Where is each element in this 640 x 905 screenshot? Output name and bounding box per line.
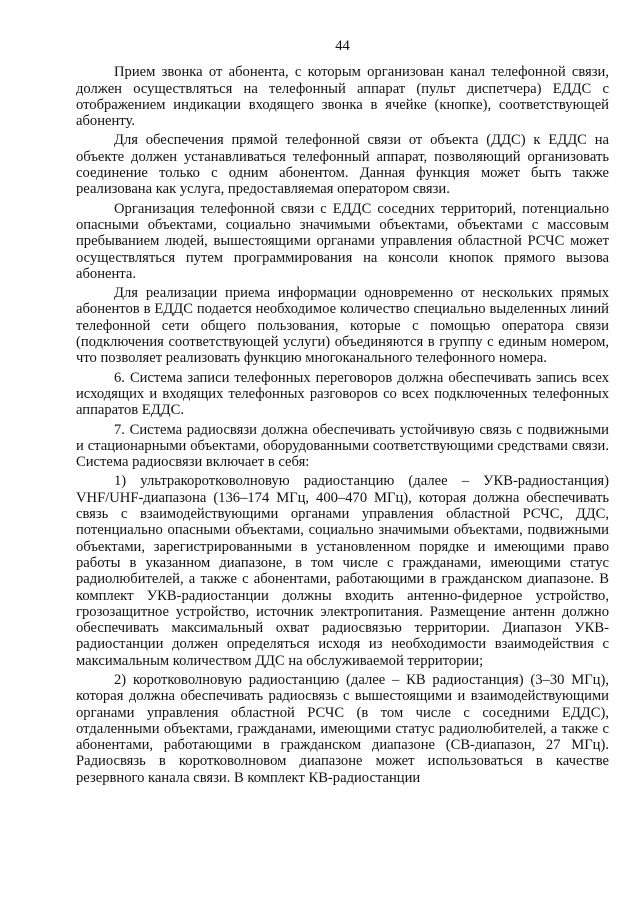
paragraph-incoming-call: Прием звонка от абонента, с которым организован канал телефонной связи, должен осуществляться на телефонный аппарат (пульт диспетчера) ЕДДС с отображением индикации входящего звонка в ячейке (кнопке), соответствующей абоненту. (76, 64, 609, 130)
paragraph-call-recording: 6. Система записи телефонных переговоров должна обеспечивать запись всех исходящих и входящих телефонных разговоров со всех подключенных телефонных аппаратов ЕДДС. (76, 369, 609, 419)
paragraph-direct-phone-link: Для обеспечения прямой телефонной связи от объекта (ДДС) к ЕДДС на объекте должен устанавливаться телефонный аппарат, позволяющий организовать соединение только с одним абонентом. Данная функция может быть также реализована как услуга, предоставляемая оператором связи. (76, 132, 609, 198)
document-page (76, 38, 609, 789)
paragraph-kv-radio: 2) коротковолновую радиостанцию (далее – КВ радиостанция) (3–30 МГц), которая должна обеспечивать радиосвязь с вышестоящими и взаимодействующими органами управления областной РСЧС (в том числе с соседними ЕДДС), отдаленными объектами, гражданами, имеющими статус радиолюбителей, а также с абонентами, работающими в гражданском диапазоне (СВ-диапазон, 27 МГц). Радиосвязь в коротковолновом диапазоне может использоваться в качестве резервного канала связи. В комплект КВ-радиостанции (76, 671, 609, 786)
page-number: 44 (335, 38, 350, 54)
paragraph-ukv-radio: 1) ультракоротковолновую радиостанцию (далее – УКВ-радиостанция) VHF/UHF-диапазона (136–174 МГц, 400–470 МГц), которая должна обеспечивать связь с взаимодействующими органами управления областной РСЧС, ДДС, потенциально опасными объектами, социально значимыми объектами, подвижными объектами, зарегистрированными в установленном порядке и имеющими право работы в указанном диапазоне, в том числе с гражданами, имеющими статус радиолюбителей, а также с абонентами, работающими в гражданском диапазоне. В комплект УКВ-радиостанции должны входить антенно-фидерное устройство, грозозащитное устройство, источник электропитания. Размещение антенн должно обеспечивать максимальный охват радиосвязью территории. Диапазон УКВ-радиостанции должен определяться исходя из необходимости взаимодействия с максимальным количеством ДДС на обслуживаемой территории; (76, 473, 609, 669)
paragraph-radio-system: 7. Система радиосвязи должна обеспечивать устойчивую связь с подвижными и стационарными объектами, оборудованными соответствующими средствами связи. Система радиосвязи включает в себя: (76, 421, 609, 471)
paragraph-multichannel-number: Для реализации приема информации одновременно от нескольких прямых абонентов в ЕДДС подается необходимое количество специально выделенных линий телефонной сети общего пользования, которые с помощью оператора связи (подключения соответствующей услуги) объединяются в группу с единым номером, что позволяет реализовать функцию многоканального телефонного номера. (76, 285, 609, 367)
paragraph-neighbor-territories: Организация телефонной связи с ЕДДС соседних территорий, потенциально опасными объектами, социально значимыми объектами, объектами с массовым пребыванием людей, вышестоящими органами управления областной РСЧС может осуществляться путем программирования на консоли кнопок прямого вызова абонента. (76, 200, 609, 282)
